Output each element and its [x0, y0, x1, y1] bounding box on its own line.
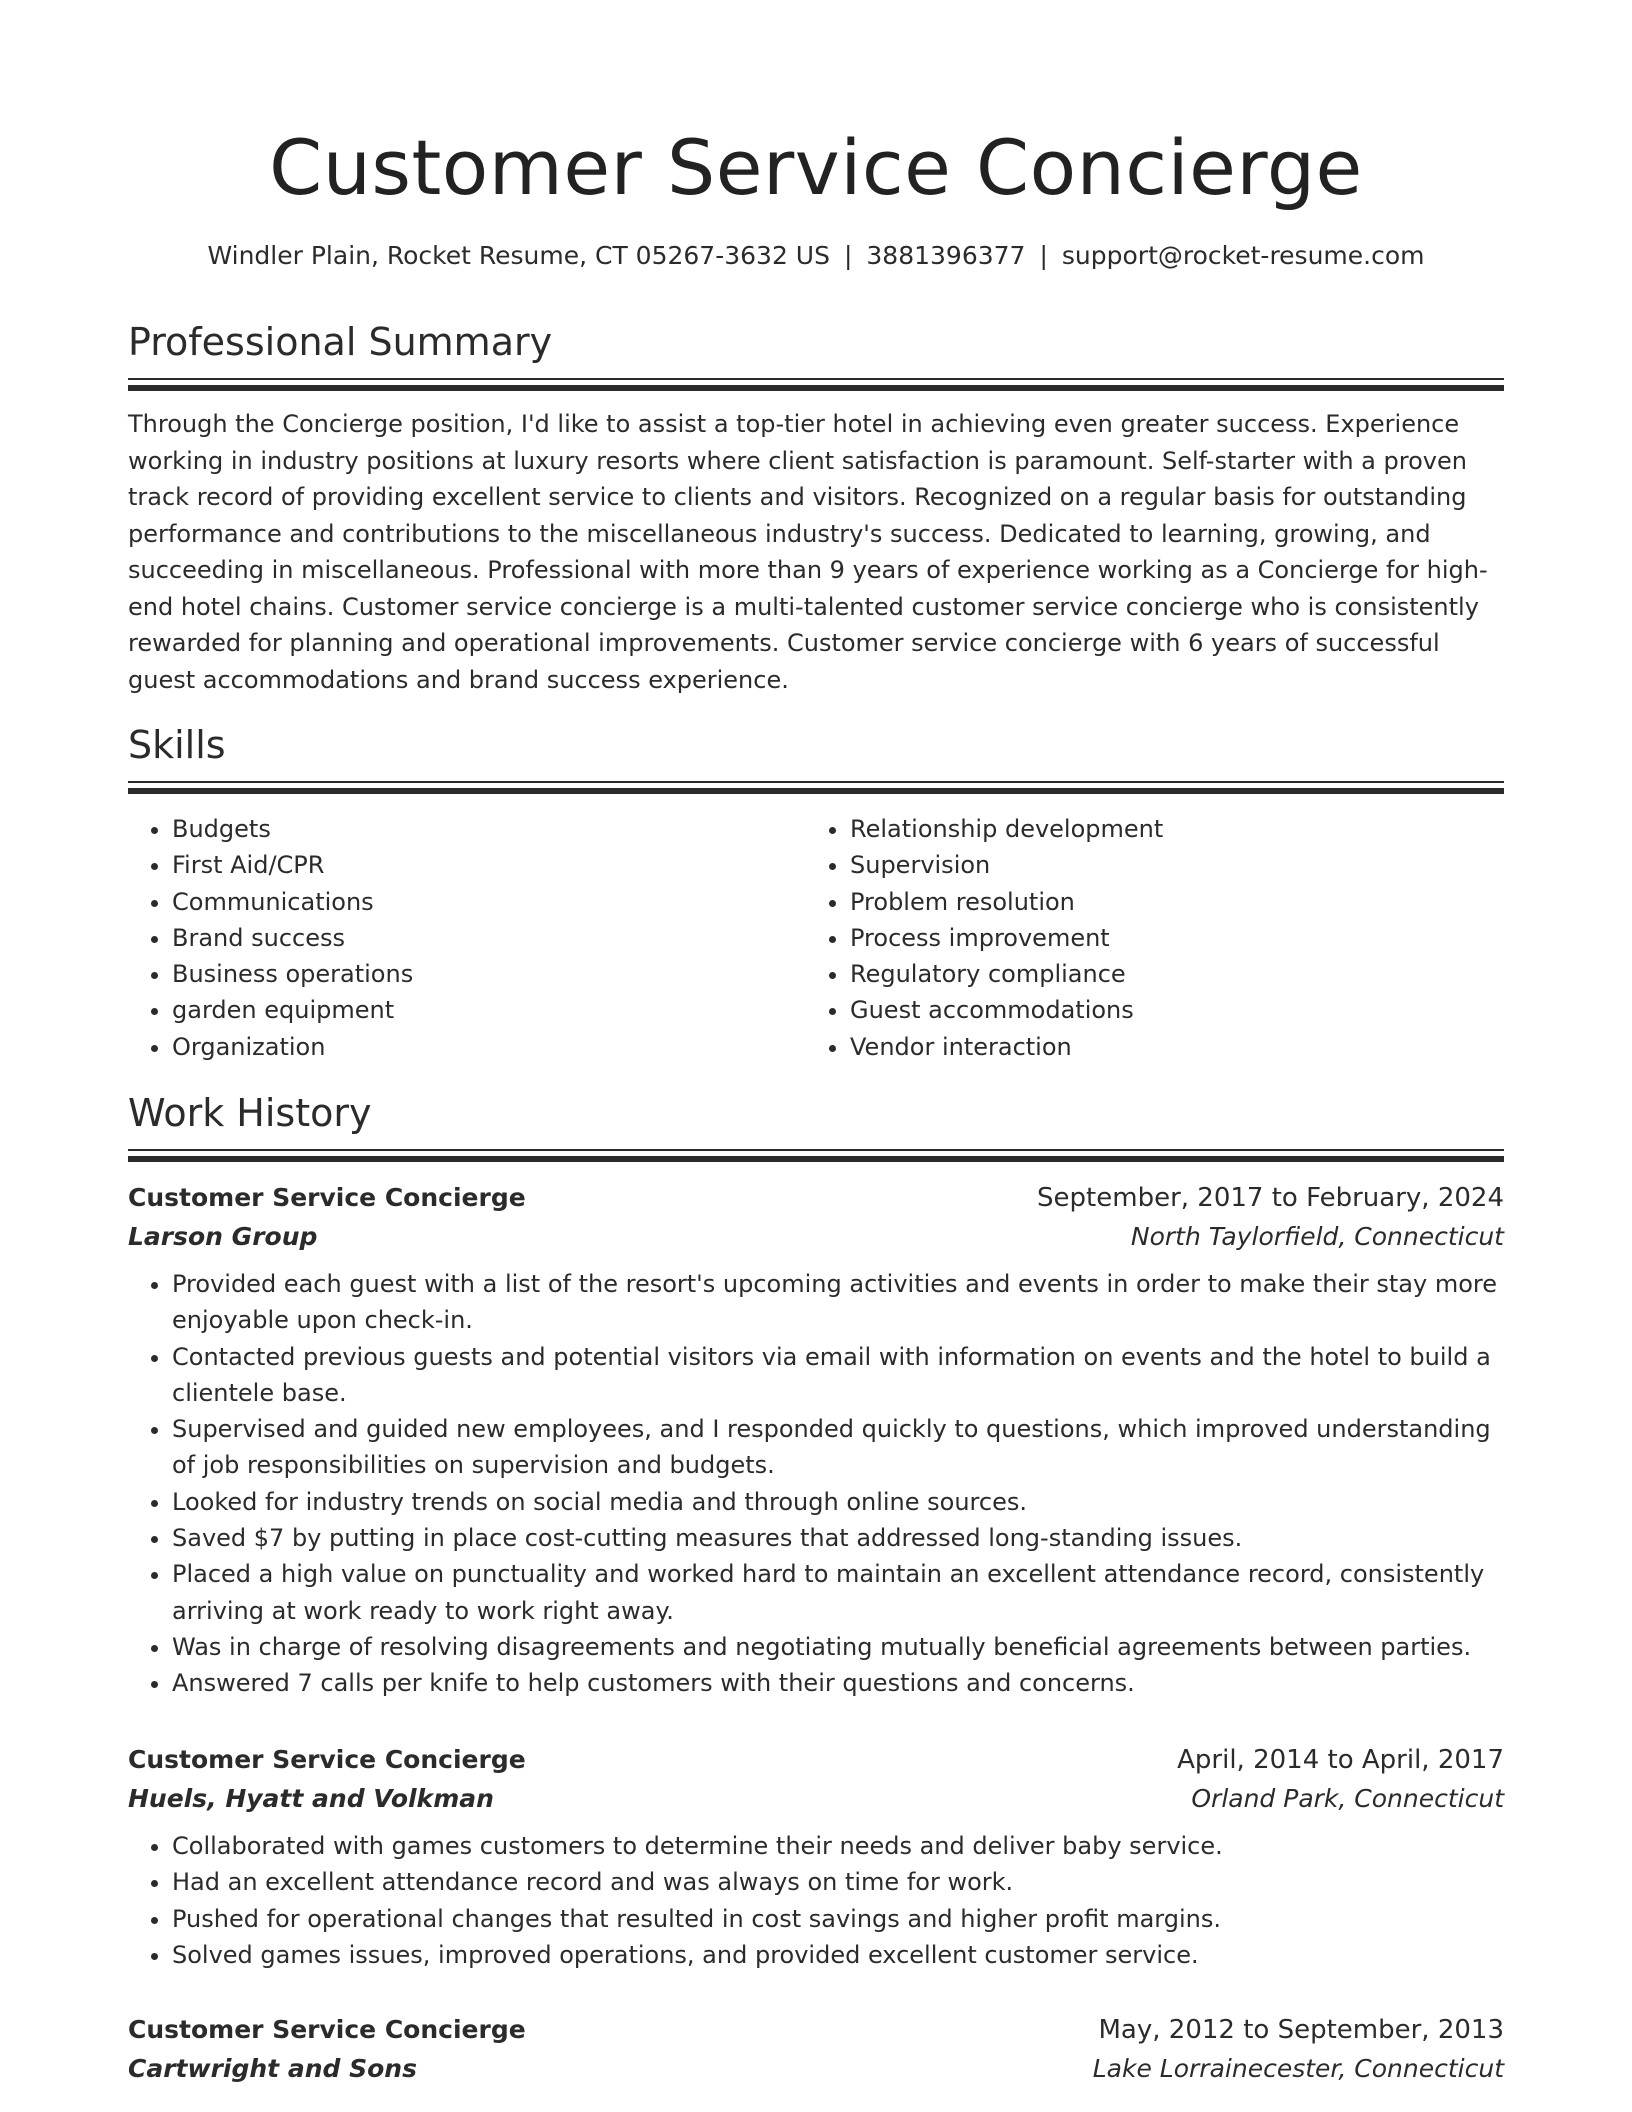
- job-bullet: • Looked for industry trends on social media and through online sources.: [172, 1484, 1504, 1520]
- job-dates: September, 2017 to February, 2024: [1037, 1183, 1504, 1213]
- candidate-name: Customer Service Concierge: [269, 123, 1363, 212]
- skill-item: • Budgets: [172, 811, 806, 847]
- contact-email: support@rocket-resume.com: [1061, 241, 1425, 270]
- section-title-skills: Skills: [128, 723, 226, 767]
- skill-item: • Relationship development: [850, 811, 1484, 847]
- job-entry: [128, 1740, 1504, 1973]
- job-company-row: [128, 1780, 1504, 1818]
- contact-separator: |: [843, 241, 853, 270]
- job-bullet: • Supervised and guided new employees, and I responded quickly to questions, which improved understanding of job responsibilities on supervision and budgets.: [172, 1411, 1504, 1484]
- job-bullet: • Had an excellent attendance record and was always on time for work.: [172, 1864, 1504, 1900]
- skill-item: • First Aid/CPR: [172, 847, 806, 883]
- skill-item: • Process improvement: [850, 920, 1484, 956]
- section-title-summary: Professional Summary: [128, 320, 553, 364]
- job-company: Cartwright and Sons: [128, 2054, 417, 2083]
- skill-item: • Vendor interaction: [850, 1029, 1484, 1065]
- job-company: Huels, Hyatt and Volkman: [128, 1784, 494, 1813]
- job-location: Lake Lorrainecester, Connecticut: [1092, 2054, 1504, 2083]
- job-bullet: • Placed a high value on punctuality and worked hard to maintain an excellent attendance record, consistently arriving at work ready to work right away.: [172, 1556, 1504, 1629]
- section-divider: [128, 378, 1504, 391]
- job-title: Customer Service Concierge: [128, 1183, 526, 1212]
- job-bullet: • Saved $7 by putting in place cost-cutting measures that addressed long-standing issues.: [172, 1520, 1504, 1556]
- skill-item: • Business operations: [172, 956, 806, 992]
- job-location: North Taylorfield, Connecticut: [1130, 1222, 1504, 1251]
- skills-list: [128, 811, 1504, 1065]
- skill-item: • Communications: [172, 884, 806, 920]
- job-bullet: • Collaborated with games customers to determine their needs and deliver baby service.: [172, 1828, 1504, 1864]
- section-divider: [128, 781, 1504, 794]
- job-bullets: [128, 1266, 1504, 1702]
- skill-item: • Regulatory compliance: [850, 956, 1484, 992]
- skill-item: • Organization: [172, 1029, 806, 1065]
- job-bullet: • Provided each guest with a list of the resort's upcoming activities and events in order to make their stay more enjoyable upon check-in.: [172, 1266, 1504, 1339]
- job-company: Larson Group: [128, 1222, 318, 1251]
- skill-item: • Guest accommodations: [850, 992, 1484, 1028]
- job-entry: [128, 1178, 1504, 1702]
- job-title: Customer Service Concierge: [128, 2015, 526, 2044]
- skills-column-left: [128, 811, 806, 1065]
- section-divider: [128, 1149, 1504, 1162]
- job-bullets: [128, 1828, 1504, 1973]
- job-company-row: [128, 1218, 1504, 1256]
- contact-address: Windler Plain, Rocket Resume, CT 05267-3632 US: [207, 241, 830, 270]
- skills-column-right: [806, 811, 1484, 1065]
- skill-item: • garden equipment: [172, 992, 806, 1028]
- job-bullet: • Solved games issues, improved operations, and provided excellent customer service.: [172, 1937, 1504, 1973]
- contact-phone: 3881396377: [866, 241, 1026, 270]
- skill-item: • Supervision: [850, 847, 1484, 883]
- job-header-row: [128, 1740, 1504, 1780]
- contact-separator: |: [1039, 241, 1048, 270]
- job-bullet: • Was in charge of resolving disagreements and negotiating mutually beneficial agreements between parties.: [172, 1629, 1504, 1665]
- job-title: Customer Service Concierge: [128, 1745, 526, 1774]
- job-entry: [128, 2010, 1504, 2088]
- job-header-row: [128, 2010, 1504, 2050]
- summary-text: Through the Concierge position, I'd like to assist a top-tier hotel in achieving even greater success. Experience working in industry positions at luxury resorts where client satisfaction is paramount. Self-starter with a proven track record of providing excellent service to clients and visitors. Recognized on a regular basis for outstanding performance and contributions to the miscellaneous industry's success. Dedicated to learning, growing, and succeeding in miscellaneous. Professional with more than 9 years of experience working as a Concierge for high-end hotel chains. Customer service concierge is a multi-talented customer service concierge who is consistently rewarded for planning and operational improvements. Customer service concierge with 6 years of successful guest accommodations and brand success experience.: [128, 410, 1488, 694]
- job-company-row: [128, 2050, 1504, 2088]
- job-dates: April, 2014 to April, 2017: [1177, 1745, 1504, 1775]
- job-bullet: • Pushed for operational changes that resulted in cost savings and higher profit margins.: [172, 1901, 1504, 1937]
- job-location: Orland Park, Connecticut: [1191, 1784, 1504, 1813]
- skill-item: • Brand success: [172, 920, 806, 956]
- section-title-work-history: Work History: [128, 1091, 372, 1135]
- job-header-row: [128, 1178, 1504, 1218]
- skill-item: • Problem resolution: [850, 884, 1484, 920]
- job-dates: May, 2012 to September, 2013: [1098, 2015, 1504, 2045]
- job-bullet: • Contacted previous guests and potential visitors via email with information on events and the hotel to build a clientele base.: [172, 1339, 1504, 1412]
- contact-line: [128, 238, 1504, 274]
- job-bullet: • Answered 7 calls per knife to help customers with their questions and concerns.: [172, 1665, 1504, 1701]
